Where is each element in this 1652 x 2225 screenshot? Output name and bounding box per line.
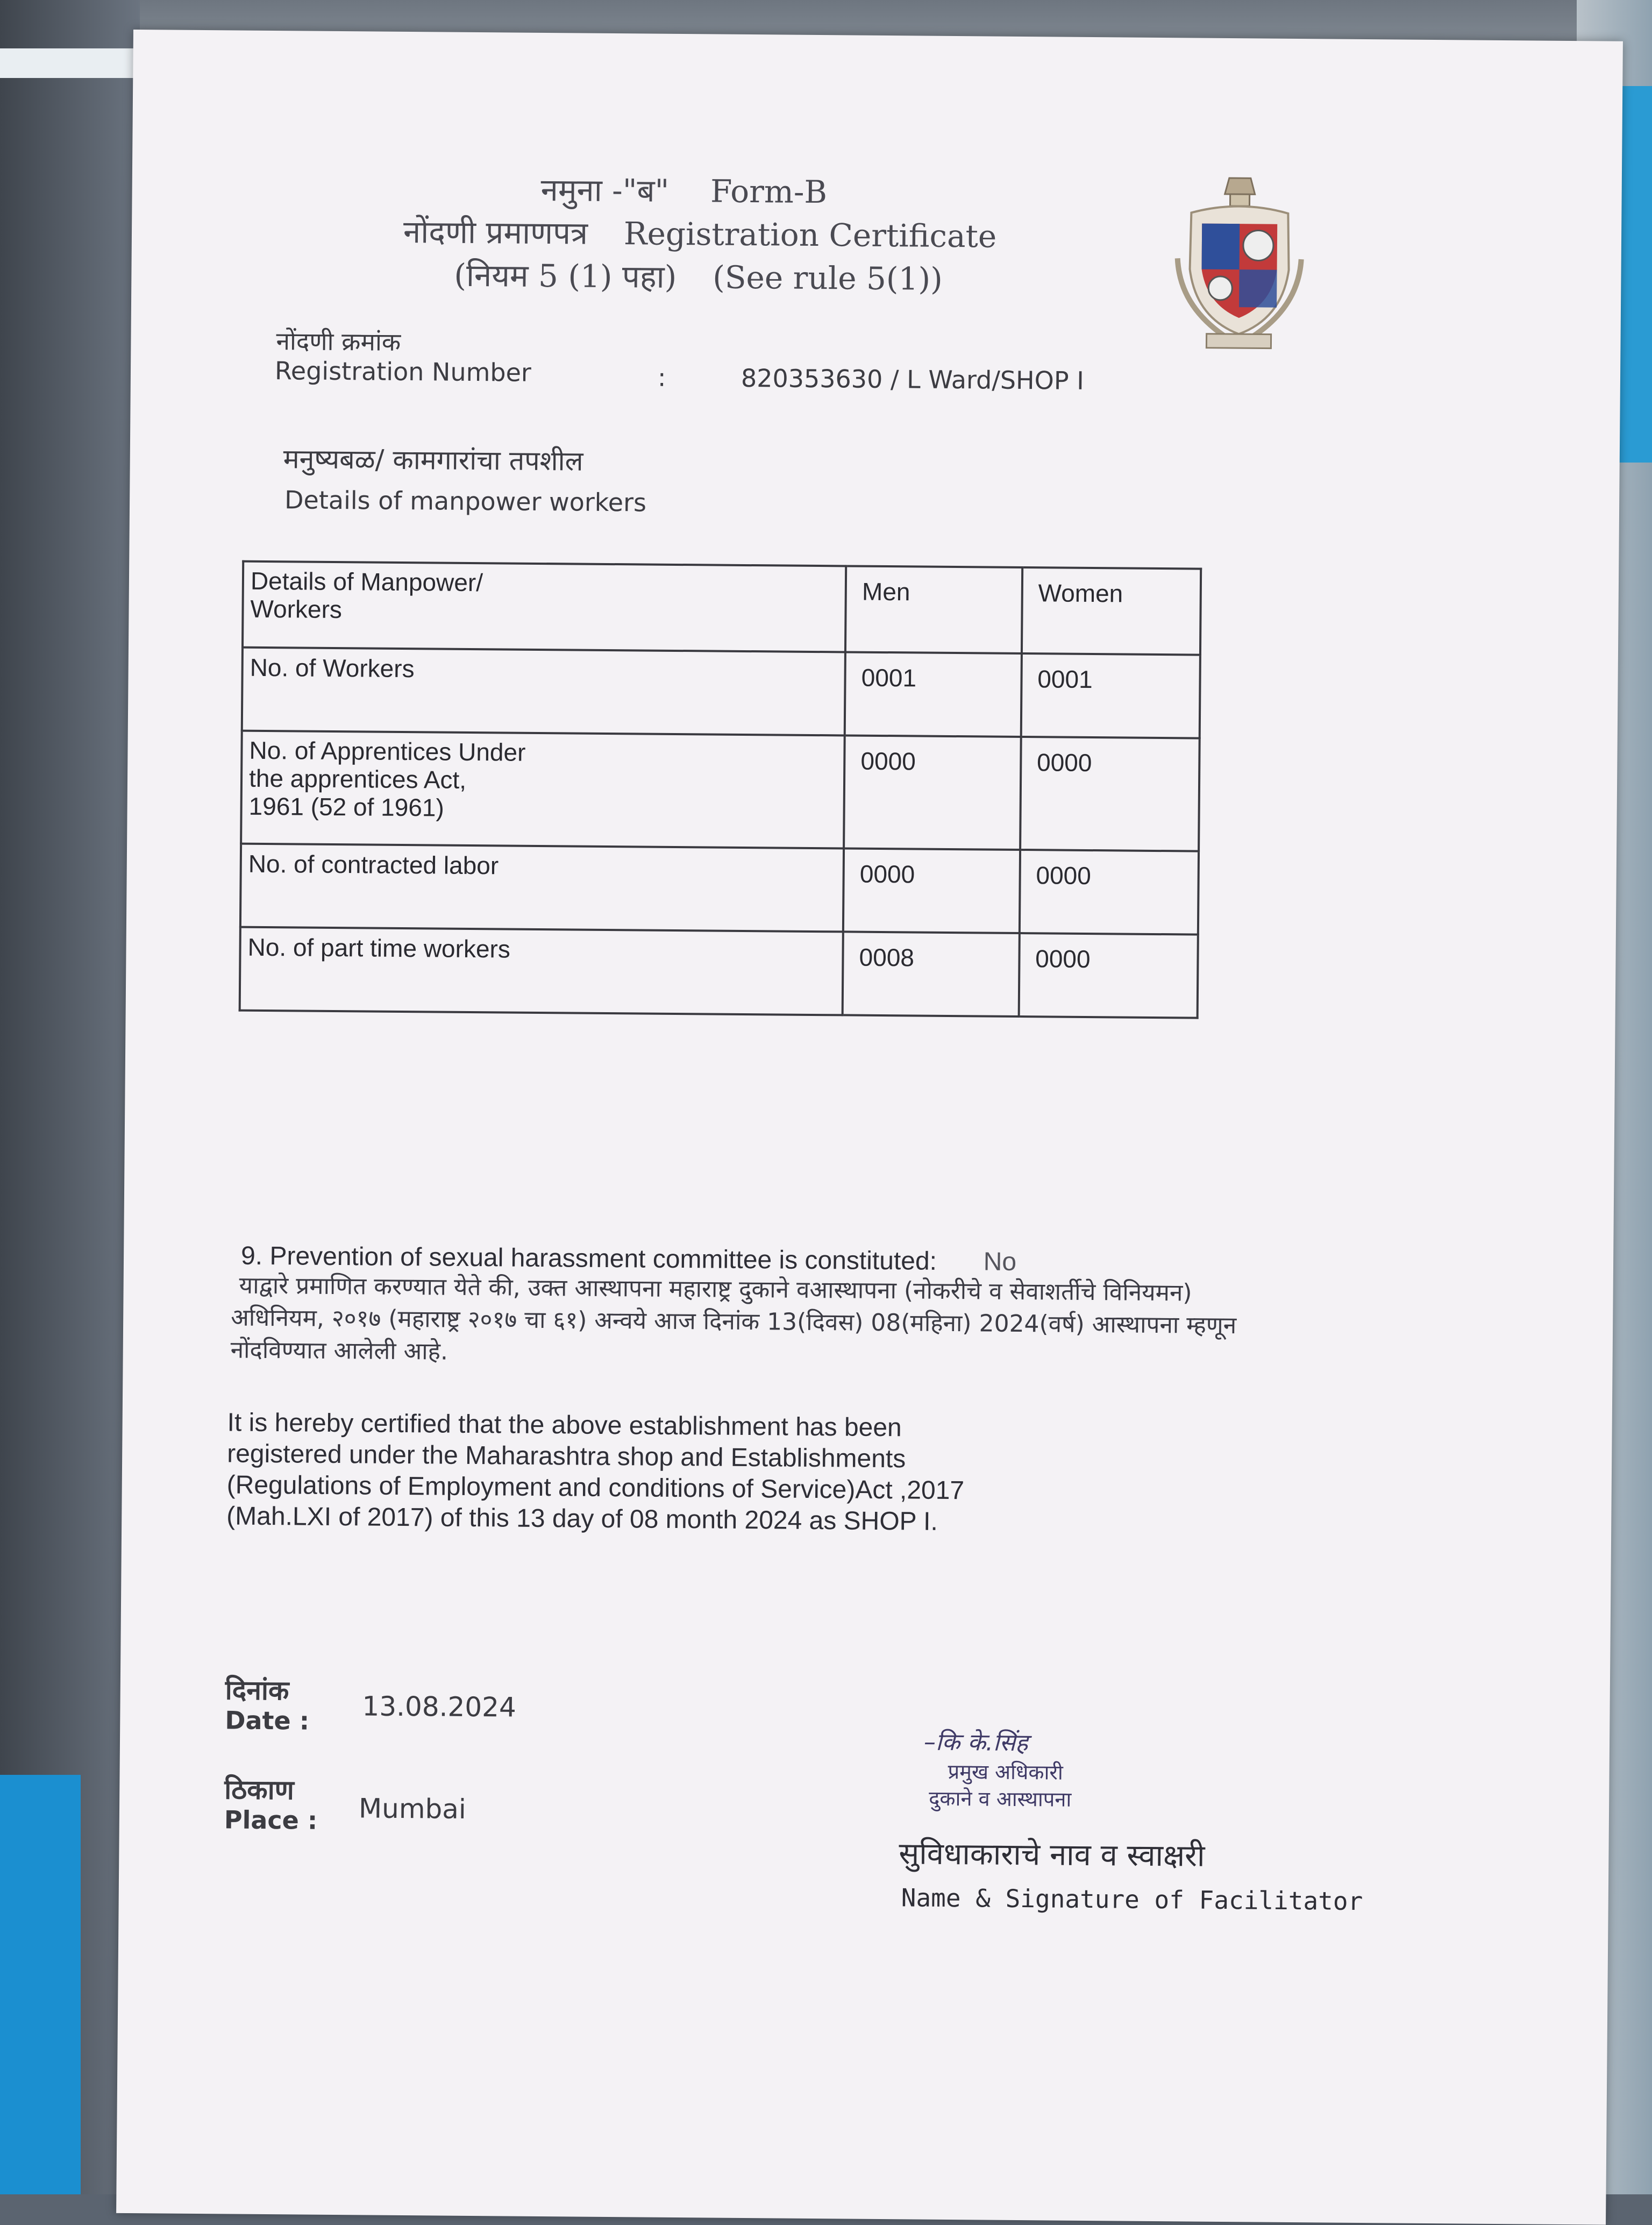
facilitator-label-marathi: सुविधाकाराचे नाव व स्वाक्षरी: [899, 1836, 1205, 1874]
certification-english-line2: registered under the Maharashtra shop and Establishments: [227, 1439, 906, 1474]
place-label-marathi: ठिकाण: [224, 1774, 295, 1806]
certificate-paper: [116, 30, 1623, 2225]
table-row: [240, 844, 1199, 935]
column-header-details: Details of Manpower/ Workers: [243, 561, 846, 652]
background-blue-board: [0, 1775, 81, 2194]
certification-marathi-line1: याद्वारे प्रमाणित करण्यात येते की, उक्त आस्थापना महाराष्ट्र दुकाने वआस्थापना (नोकरीचे व सेवाशर्तीचे विनियमन): [239, 1271, 1192, 1307]
form-title-marathi: नमुना -"ब": [540, 171, 670, 209]
harassment-committee-value: No: [983, 1247, 1017, 1276]
men-value: 0000: [843, 848, 1020, 933]
column-header-women: Women: [1022, 567, 1201, 655]
place-value: Mumbai: [358, 1793, 467, 1825]
row-label: No. of contracted labor: [240, 844, 844, 932]
men-value: 0001: [845, 652, 1022, 737]
women-value: 0001: [1021, 653, 1200, 738]
certification-marathi-line3: नोंदविण्यात आलेली आहे.: [230, 1336, 448, 1366]
registration-label-english: Registration Number: [274, 356, 532, 387]
rule-marathi: (नियम 5 (1) पहा): [454, 257, 677, 295]
column-header-men: Men: [845, 566, 1022, 653]
certification-english-line4: (Mah.LXI of 2017) of this 13 day of 08 month 2024 as SHOP I.: [226, 1502, 938, 1536]
manpower-heading-english: Details of manpower workers: [284, 485, 647, 517]
municipal-emblem: [1169, 172, 1310, 356]
registration-label-marathi: नोंदणी क्रमांक: [276, 326, 401, 357]
form-title-english: Form-B: [710, 173, 828, 211]
background-strip: [0, 48, 140, 78]
row-label: No. of part time workers: [240, 927, 843, 1015]
date-value: 13.08.2024: [362, 1690, 517, 1723]
manpower-table: [239, 560, 1202, 1019]
facilitator-label-english: Name & Signature of Facilitator: [901, 1883, 1363, 1916]
manpower-heading-marathi: मनुष्यबळ/ कामगारांचा तपशील: [283, 443, 583, 477]
table-header-row: [243, 561, 1201, 655]
women-value: 0000: [1020, 737, 1200, 851]
facilitator-signature: –कि के.सिंह: [923, 1728, 1028, 1757]
form-title-line: [540, 167, 827, 212]
table-row: [240, 927, 1198, 1018]
certificate-title-english: Registration Certificate: [623, 215, 997, 255]
men-value: 0000: [844, 735, 1021, 850]
stamp-designation: प्रमुख अधिकारी: [948, 1759, 1063, 1785]
table-row: [242, 648, 1200, 738]
row-label: No. of Workers: [242, 648, 845, 736]
women-value: 0000: [1020, 850, 1199, 935]
date-label-marathi: दिनांक: [225, 1674, 289, 1707]
stamp-department: दुकाने व आस्थापना: [929, 1786, 1072, 1811]
registration-separator: :: [657, 362, 666, 392]
certificate-title-line: [403, 209, 997, 257]
place-label-english: Place :: [224, 1805, 318, 1835]
women-value: 0000: [1019, 933, 1198, 1018]
harassment-committee-label: 9. Prevention of sexual harassment committee is constituted:: [240, 1241, 937, 1276]
certification-english-line3: (Regulations of Employment and conditions of Service)Act ,2017: [226, 1470, 965, 1505]
certification-english: [226, 1407, 965, 1538]
certification-english-line1: It is hereby certified that the above establishment has been: [227, 1408, 902, 1442]
row-label: No. of Apprentices Under the apprentices Act, 1961 (52 of 1961): [241, 731, 845, 849]
certificate-title-marathi: नोंदणी प्रमाणपत्र: [403, 213, 588, 252]
rule-line: [454, 253, 943, 299]
men-value: 0008: [843, 932, 1020, 1016]
table-row: [241, 731, 1200, 851]
date-label-english: Date :: [225, 1705, 310, 1736]
certification-marathi-line2: अधिनियम, २०१७ (महाराष्ट्र २०१७ चा ६१) अन्वये आज दिनांक 13(दिवस) 08(महिना) 2024(वर्ष) आस्थापना म्हणून: [230, 1304, 1237, 1340]
rule-english: (See rule 5(1)): [712, 259, 943, 297]
registration-number: 820353630 / L Ward/SHOP I: [740, 363, 1084, 395]
